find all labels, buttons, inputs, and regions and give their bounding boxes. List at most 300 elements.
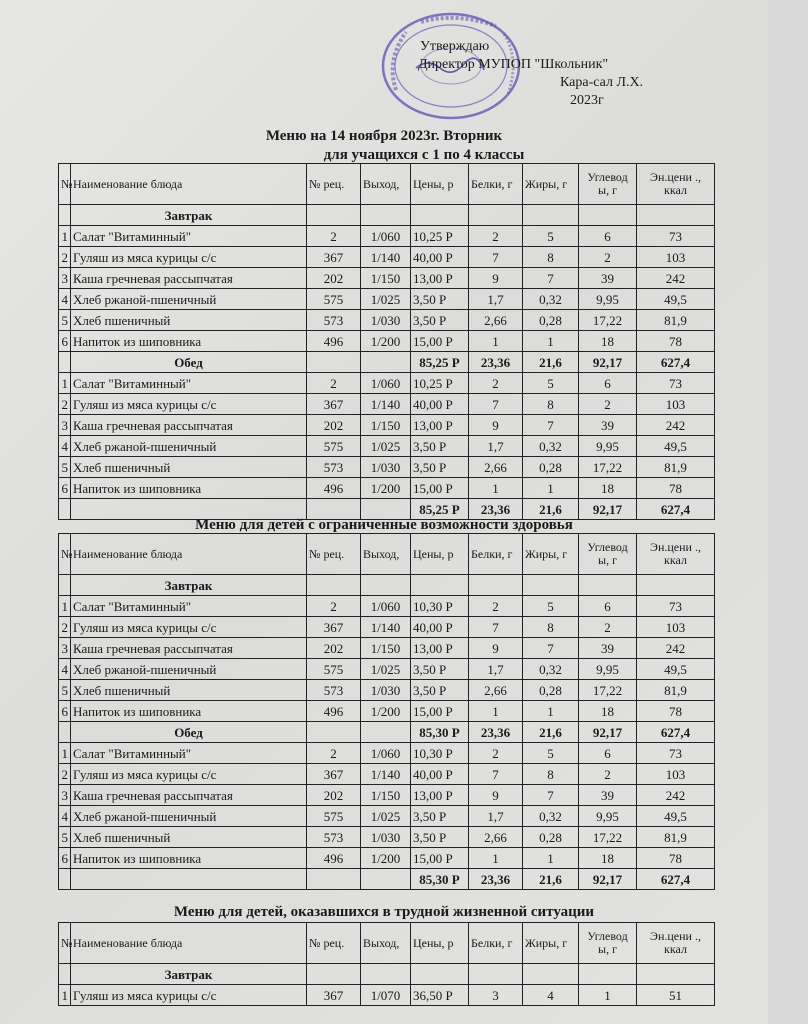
proteins: 2,66 <box>469 680 523 701</box>
dish-name: Салат "Витаминный" <box>71 596 307 617</box>
recipe-number: 2 <box>307 226 361 247</box>
carbohydrates: 9,95 <box>579 659 637 680</box>
header-proteins: Белки, г <box>469 534 523 575</box>
empty-cell <box>361 575 411 596</box>
dish-name: Хлеб пшеничный <box>71 310 307 331</box>
dish-number: 1 <box>59 985 71 1006</box>
dish-name: Каша гречневая рассыпчатая <box>71 785 307 806</box>
price: 40,00 Р <box>411 394 469 415</box>
price: 13,00 Р <box>411 638 469 659</box>
total-fats: 21,6 <box>523 722 579 743</box>
recipe-number: 367 <box>307 764 361 785</box>
dish-number: 4 <box>59 659 71 680</box>
total-proteins: 23,36 <box>469 869 523 890</box>
carbohydrates: 2 <box>579 764 637 785</box>
price: 15,00 Р <box>411 331 469 352</box>
proteins: 1 <box>469 701 523 722</box>
dish-number: 3 <box>59 415 71 436</box>
total-price: 85,30 Р <box>411 722 469 743</box>
table-row <box>59 848 715 869</box>
price: 10,25 Р <box>411 373 469 394</box>
section-2-title: Меню для детей с ограниченные возможности здоровья <box>195 517 573 533</box>
portion-output: 1/060 <box>361 596 411 617</box>
fats: 0,28 <box>523 827 579 848</box>
total-carbohydrates: 92,17 <box>579 869 637 890</box>
carbohydrates: 1 <box>579 985 637 1006</box>
header-carbohydrates: Углевод ы, г <box>579 164 637 205</box>
header-recipe-number: № рец. <box>307 534 361 575</box>
table-row <box>59 478 715 499</box>
carbohydrates: 18 <box>579 701 637 722</box>
table-row <box>59 659 715 680</box>
carbohydrates: 18 <box>579 848 637 869</box>
fats: 0,28 <box>523 310 579 331</box>
dish-name: Хлеб ржаной-пшеничный <box>71 659 307 680</box>
header-portion-output: Выход, <box>361 164 411 205</box>
proteins: 3 <box>469 985 523 1006</box>
meal-heading-row <box>59 964 715 985</box>
empty-cell <box>71 869 307 890</box>
dish-name: Каша гречневая рассыпчатая <box>71 415 307 436</box>
meal-heading-breakfast: Завтрак <box>71 575 307 596</box>
portion-output: 1/140 <box>361 764 411 785</box>
table-row <box>59 596 715 617</box>
meal-heading-spacer <box>59 575 71 596</box>
meal-heading-row <box>59 575 715 596</box>
portion-output: 1/025 <box>361 806 411 827</box>
total-proteins: 23,36 <box>469 499 523 520</box>
table-row <box>59 415 715 436</box>
proteins: 9 <box>469 415 523 436</box>
fats: 0,32 <box>523 436 579 457</box>
carbohydrates: 17,22 <box>579 827 637 848</box>
fats: 8 <box>523 617 579 638</box>
portion-output: 1/060 <box>361 373 411 394</box>
proteins: 7 <box>469 394 523 415</box>
price: 15,00 Р <box>411 701 469 722</box>
carbohydrates: 9,95 <box>579 806 637 827</box>
carbohydrates: 39 <box>579 415 637 436</box>
price: 10,25 Р <box>411 226 469 247</box>
dish-number: 6 <box>59 848 71 869</box>
dish-number: 5 <box>59 827 71 848</box>
dish-name: Хлеб пшеничный <box>71 827 307 848</box>
table-row <box>59 617 715 638</box>
proteins: 2 <box>469 226 523 247</box>
table-header-row <box>59 534 715 575</box>
empty-cell <box>411 964 469 985</box>
total-proteins: 23,36 <box>469 722 523 743</box>
header-fats: Жиры, г <box>523 534 579 575</box>
portion-output: 1/025 <box>361 289 411 310</box>
empty-cell <box>361 869 411 890</box>
dish-name: Хлеб ржаной-пшеничный <box>71 436 307 457</box>
proteins: 2 <box>469 373 523 394</box>
carbohydrates: 6 <box>579 596 637 617</box>
header-price: Цены, р <box>411 164 469 205</box>
carbohydrates: 18 <box>579 478 637 499</box>
empty-cell <box>469 964 523 985</box>
price: 13,00 Р <box>411 785 469 806</box>
total-energy-value: 627,4 <box>637 722 715 743</box>
table-row <box>59 701 715 722</box>
proteins: 9 <box>469 785 523 806</box>
dish-number: 5 <box>59 457 71 478</box>
dish-number: 2 <box>59 247 71 268</box>
price: 3,50 Р <box>411 436 469 457</box>
proteins: 1 <box>469 331 523 352</box>
energy-value: 78 <box>637 331 715 352</box>
price: 3,50 Р <box>411 659 469 680</box>
section-3-title: Меню для детей, оказавшихся в трудной жизненной ситуации <box>173 904 595 920</box>
price: 10,30 Р <box>411 743 469 764</box>
energy-value: 81,9 <box>637 827 715 848</box>
price: 10,30 Р <box>411 596 469 617</box>
approval-line-3: Кара-сал Л.Х. <box>560 75 644 90</box>
proteins: 9 <box>469 638 523 659</box>
dish-name: Напиток из шиповника <box>71 478 307 499</box>
proteins: 2,66 <box>469 827 523 848</box>
table-header-row <box>59 164 715 205</box>
header-carbohydrates: Углевод ы, г <box>579 534 637 575</box>
recipe-number: 575 <box>307 436 361 457</box>
carbohydrates: 17,22 <box>579 457 637 478</box>
empty-cell <box>523 964 579 985</box>
header-carbohydrates: Углевод ы, г <box>579 923 637 964</box>
dish-name: Салат "Витаминный" <box>71 743 307 764</box>
fats: 7 <box>523 415 579 436</box>
carbohydrates: 39 <box>579 638 637 659</box>
recipe-number: 573 <box>307 827 361 848</box>
document-title: Меню на 14 ноября 2023г. Вторник <box>265 128 503 144</box>
dish-name: Хлеб ржаной-пшеничный <box>71 289 307 310</box>
empty-cell <box>469 205 523 226</box>
energy-value: 81,9 <box>637 310 715 331</box>
portion-output: 1/030 <box>361 457 411 478</box>
meal-heading-lunch: Обед <box>71 352 307 373</box>
recipe-number: 367 <box>307 985 361 1006</box>
carbohydrates: 17,22 <box>579 310 637 331</box>
fats: 5 <box>523 373 579 394</box>
proteins: 1,7 <box>469 436 523 457</box>
table-row <box>59 331 715 352</box>
carbohydrates: 9,95 <box>579 436 637 457</box>
price: 3,50 Р <box>411 457 469 478</box>
recipe-number: 575 <box>307 289 361 310</box>
recipe-number: 202 <box>307 268 361 289</box>
portion-output: 1/140 <box>361 394 411 415</box>
proteins: 1 <box>469 478 523 499</box>
header-dish-number: № <box>59 534 71 575</box>
table-row <box>59 394 715 415</box>
empty-cell <box>361 205 411 226</box>
total-proteins: 23,36 <box>469 352 523 373</box>
fats: 0,32 <box>523 659 579 680</box>
portion-output: 1/200 <box>361 478 411 499</box>
price: 13,00 Р <box>411 415 469 436</box>
approval-date-line <box>420 92 720 110</box>
header-portion-output: Выход, <box>361 923 411 964</box>
energy-value: 81,9 <box>637 457 715 478</box>
dish-name: Напиток из шиповника <box>71 848 307 869</box>
empty-cell <box>469 575 523 596</box>
header-price: Цены, р <box>411 534 469 575</box>
table-row <box>59 638 715 659</box>
recipe-number: 496 <box>307 478 361 499</box>
portion-output: 1/150 <box>361 638 411 659</box>
portion-output: 1/060 <box>361 226 411 247</box>
table-row <box>59 310 715 331</box>
fats: 0,28 <box>523 457 579 478</box>
total-energy-value: 627,4 <box>637 499 715 520</box>
energy-value: 49,5 <box>637 659 715 680</box>
fats: 5 <box>523 743 579 764</box>
dish-name: Напиток из шиповника <box>71 331 307 352</box>
fats: 7 <box>523 268 579 289</box>
fats: 8 <box>523 394 579 415</box>
fats: 0,32 <box>523 289 579 310</box>
header-dish-name: Наименование блюда <box>71 534 307 575</box>
total-price: 85,30 Р <box>411 869 469 890</box>
menu-table-2 <box>58 533 715 890</box>
empty-cell <box>523 205 579 226</box>
price: 3,50 Р <box>411 680 469 701</box>
header-energy-value: Эн.цени ., ккал <box>637 164 715 205</box>
grand-total-row <box>59 869 715 890</box>
dish-name: Хлеб ржаной-пшеничный <box>71 806 307 827</box>
table-row <box>59 436 715 457</box>
fats: 0,32 <box>523 806 579 827</box>
dish-number: 1 <box>59 596 71 617</box>
energy-value: 103 <box>637 247 715 268</box>
energy-value: 78 <box>637 701 715 722</box>
portion-output: 1/030 <box>361 310 411 331</box>
energy-value: 49,5 <box>637 806 715 827</box>
table-row <box>59 457 715 478</box>
recipe-number: 573 <box>307 680 361 701</box>
empty-cell <box>637 205 715 226</box>
fats: 1 <box>523 848 579 869</box>
energy-value: 49,5 <box>637 289 715 310</box>
total-carbohydrates: 92,17 <box>579 499 637 520</box>
proteins: 7 <box>469 764 523 785</box>
recipe-number: 202 <box>307 415 361 436</box>
carbohydrates: 2 <box>579 247 637 268</box>
recipe-number: 575 <box>307 806 361 827</box>
dish-name: Напиток из шиповника <box>71 701 307 722</box>
dish-name: Каша гречневая рассыпчатая <box>71 268 307 289</box>
portion-output: 1/150 <box>361 415 411 436</box>
carbohydrates: 6 <box>579 226 637 247</box>
empty-cell <box>307 869 361 890</box>
meal-heading-row <box>59 722 715 743</box>
dish-name: Гуляш из мяса курицы с/с <box>71 617 307 638</box>
carbohydrates: 2 <box>579 394 637 415</box>
empty-cell <box>361 722 411 743</box>
approval-signature-line <box>420 74 720 92</box>
header-dish-number: № <box>59 164 71 205</box>
dish-number: 6 <box>59 331 71 352</box>
portion-output: 1/200 <box>361 701 411 722</box>
price: 15,00 Р <box>411 478 469 499</box>
carbohydrates: 39 <box>579 268 637 289</box>
header-recipe-number: № рец. <box>307 164 361 205</box>
dish-number: 6 <box>59 478 71 499</box>
recipe-number: 202 <box>307 785 361 806</box>
recipe-number: 496 <box>307 848 361 869</box>
meal-heading-spacer <box>59 964 71 985</box>
fats: 7 <box>523 785 579 806</box>
price: 36,50 Р <box>411 985 469 1006</box>
carbohydrates: 18 <box>579 331 637 352</box>
portion-output: 1/030 <box>361 680 411 701</box>
dish-number: 6 <box>59 701 71 722</box>
header-dish-name: Наименование блюда <box>71 164 307 205</box>
portion-output: 1/025 <box>361 436 411 457</box>
portion-output: 1/030 <box>361 827 411 848</box>
fats: 1 <box>523 331 579 352</box>
table-row <box>59 289 715 310</box>
fats: 5 <box>523 226 579 247</box>
dish-name: Хлеб пшеничный <box>71 457 307 478</box>
price: 3,50 Р <box>411 806 469 827</box>
empty-cell <box>579 205 637 226</box>
dish-number: 3 <box>59 785 71 806</box>
energy-value: 73 <box>637 596 715 617</box>
table-row <box>59 827 715 848</box>
price: 40,00 Р <box>411 247 469 268</box>
energy-value: 103 <box>637 617 715 638</box>
empty-cell <box>411 575 469 596</box>
recipe-number: 367 <box>307 247 361 268</box>
header-dish-name: Наименование блюда <box>71 923 307 964</box>
table-row <box>59 247 715 268</box>
proteins: 1 <box>469 848 523 869</box>
menu-table-1 <box>58 163 715 520</box>
dish-name: Гуляш из мяса курицы с/с <box>71 247 307 268</box>
total-fats: 21,6 <box>523 499 579 520</box>
recipe-number: 202 <box>307 638 361 659</box>
table-row <box>59 373 715 394</box>
dish-number: 2 <box>59 764 71 785</box>
portion-output: 1/025 <box>361 659 411 680</box>
proteins: 2 <box>469 596 523 617</box>
energy-value: 78 <box>637 478 715 499</box>
fats: 8 <box>523 247 579 268</box>
proteins: 1,7 <box>469 659 523 680</box>
portion-output: 1/200 <box>361 848 411 869</box>
proteins: 1,7 <box>469 289 523 310</box>
table-row <box>59 226 715 247</box>
header-recipe-number: № рец. <box>307 923 361 964</box>
meal-heading-row <box>59 205 715 226</box>
recipe-number: 573 <box>307 310 361 331</box>
header-energy-value: Эн.цени ., ккал <box>637 534 715 575</box>
empty-cell <box>307 964 361 985</box>
total-fats: 21,6 <box>523 869 579 890</box>
carbohydrates: 17,22 <box>579 680 637 701</box>
header-energy-value: Эн.цени ., ккал <box>637 923 715 964</box>
meal-heading-spacer <box>59 722 71 743</box>
energy-value: 242 <box>637 268 715 289</box>
energy-value: 73 <box>637 226 715 247</box>
empty-cell <box>523 575 579 596</box>
proteins: 2,66 <box>469 457 523 478</box>
empty-cell <box>579 964 637 985</box>
energy-value: 242 <box>637 785 715 806</box>
portion-output: 1/060 <box>361 743 411 764</box>
energy-value: 81,9 <box>637 680 715 701</box>
header-fats: Жиры, г <box>523 164 579 205</box>
empty-cell <box>637 964 715 985</box>
table-row <box>59 806 715 827</box>
dish-name: Хлеб пшеничный <box>71 680 307 701</box>
price: 3,50 Р <box>411 827 469 848</box>
meal-heading-spacer <box>59 205 71 226</box>
recipe-number: 367 <box>307 394 361 415</box>
price: 13,00 Р <box>411 268 469 289</box>
table-row <box>59 985 715 1006</box>
dish-name: Каша гречневая рассыпчатая <box>71 638 307 659</box>
header-proteins: Белки, г <box>469 164 523 205</box>
fats: 4 <box>523 985 579 1006</box>
dish-number: 1 <box>59 226 71 247</box>
dish-name: Салат "Витаминный" <box>71 226 307 247</box>
menu-table-3 <box>58 922 715 1006</box>
energy-value: 73 <box>637 743 715 764</box>
proteins: 7 <box>469 617 523 638</box>
recipe-number: 496 <box>307 331 361 352</box>
energy-value: 103 <box>637 394 715 415</box>
carbohydrates: 2 <box>579 617 637 638</box>
price: 3,50 Р <box>411 310 469 331</box>
total-price: 85,25 Р <box>411 352 469 373</box>
table-row <box>59 785 715 806</box>
carbohydrates: 39 <box>579 785 637 806</box>
header-portion-output: Выход, <box>361 534 411 575</box>
dish-number: 3 <box>59 638 71 659</box>
fats: 8 <box>523 764 579 785</box>
empty-cell <box>579 575 637 596</box>
price: 3,50 Р <box>411 289 469 310</box>
energy-value: 78 <box>637 848 715 869</box>
empty-cell <box>307 205 361 226</box>
portion-output: 1/070 <box>361 985 411 1006</box>
energy-value: 49,5 <box>637 436 715 457</box>
energy-value: 242 <box>637 415 715 436</box>
dish-number: 2 <box>59 394 71 415</box>
total-carbohydrates: 92,17 <box>579 722 637 743</box>
fats: 0,28 <box>523 680 579 701</box>
proteins: 2 <box>469 743 523 764</box>
energy-value: 103 <box>637 764 715 785</box>
price: 40,00 Р <box>411 617 469 638</box>
recipe-number: 496 <box>307 701 361 722</box>
total-energy-value: 627,4 <box>637 352 715 373</box>
meal-heading-spacer <box>59 352 71 373</box>
portion-output: 1/200 <box>361 331 411 352</box>
table-row <box>59 268 715 289</box>
fats: 1 <box>523 701 579 722</box>
carbohydrates: 6 <box>579 373 637 394</box>
portion-output: 1/150 <box>361 785 411 806</box>
portion-output: 1/140 <box>361 247 411 268</box>
dish-number: 4 <box>59 436 71 457</box>
carbohydrates: 9,95 <box>579 289 637 310</box>
price: 15,00 Р <box>411 848 469 869</box>
meal-heading-breakfast: Завтрак <box>71 964 307 985</box>
proteins: 1,7 <box>469 806 523 827</box>
